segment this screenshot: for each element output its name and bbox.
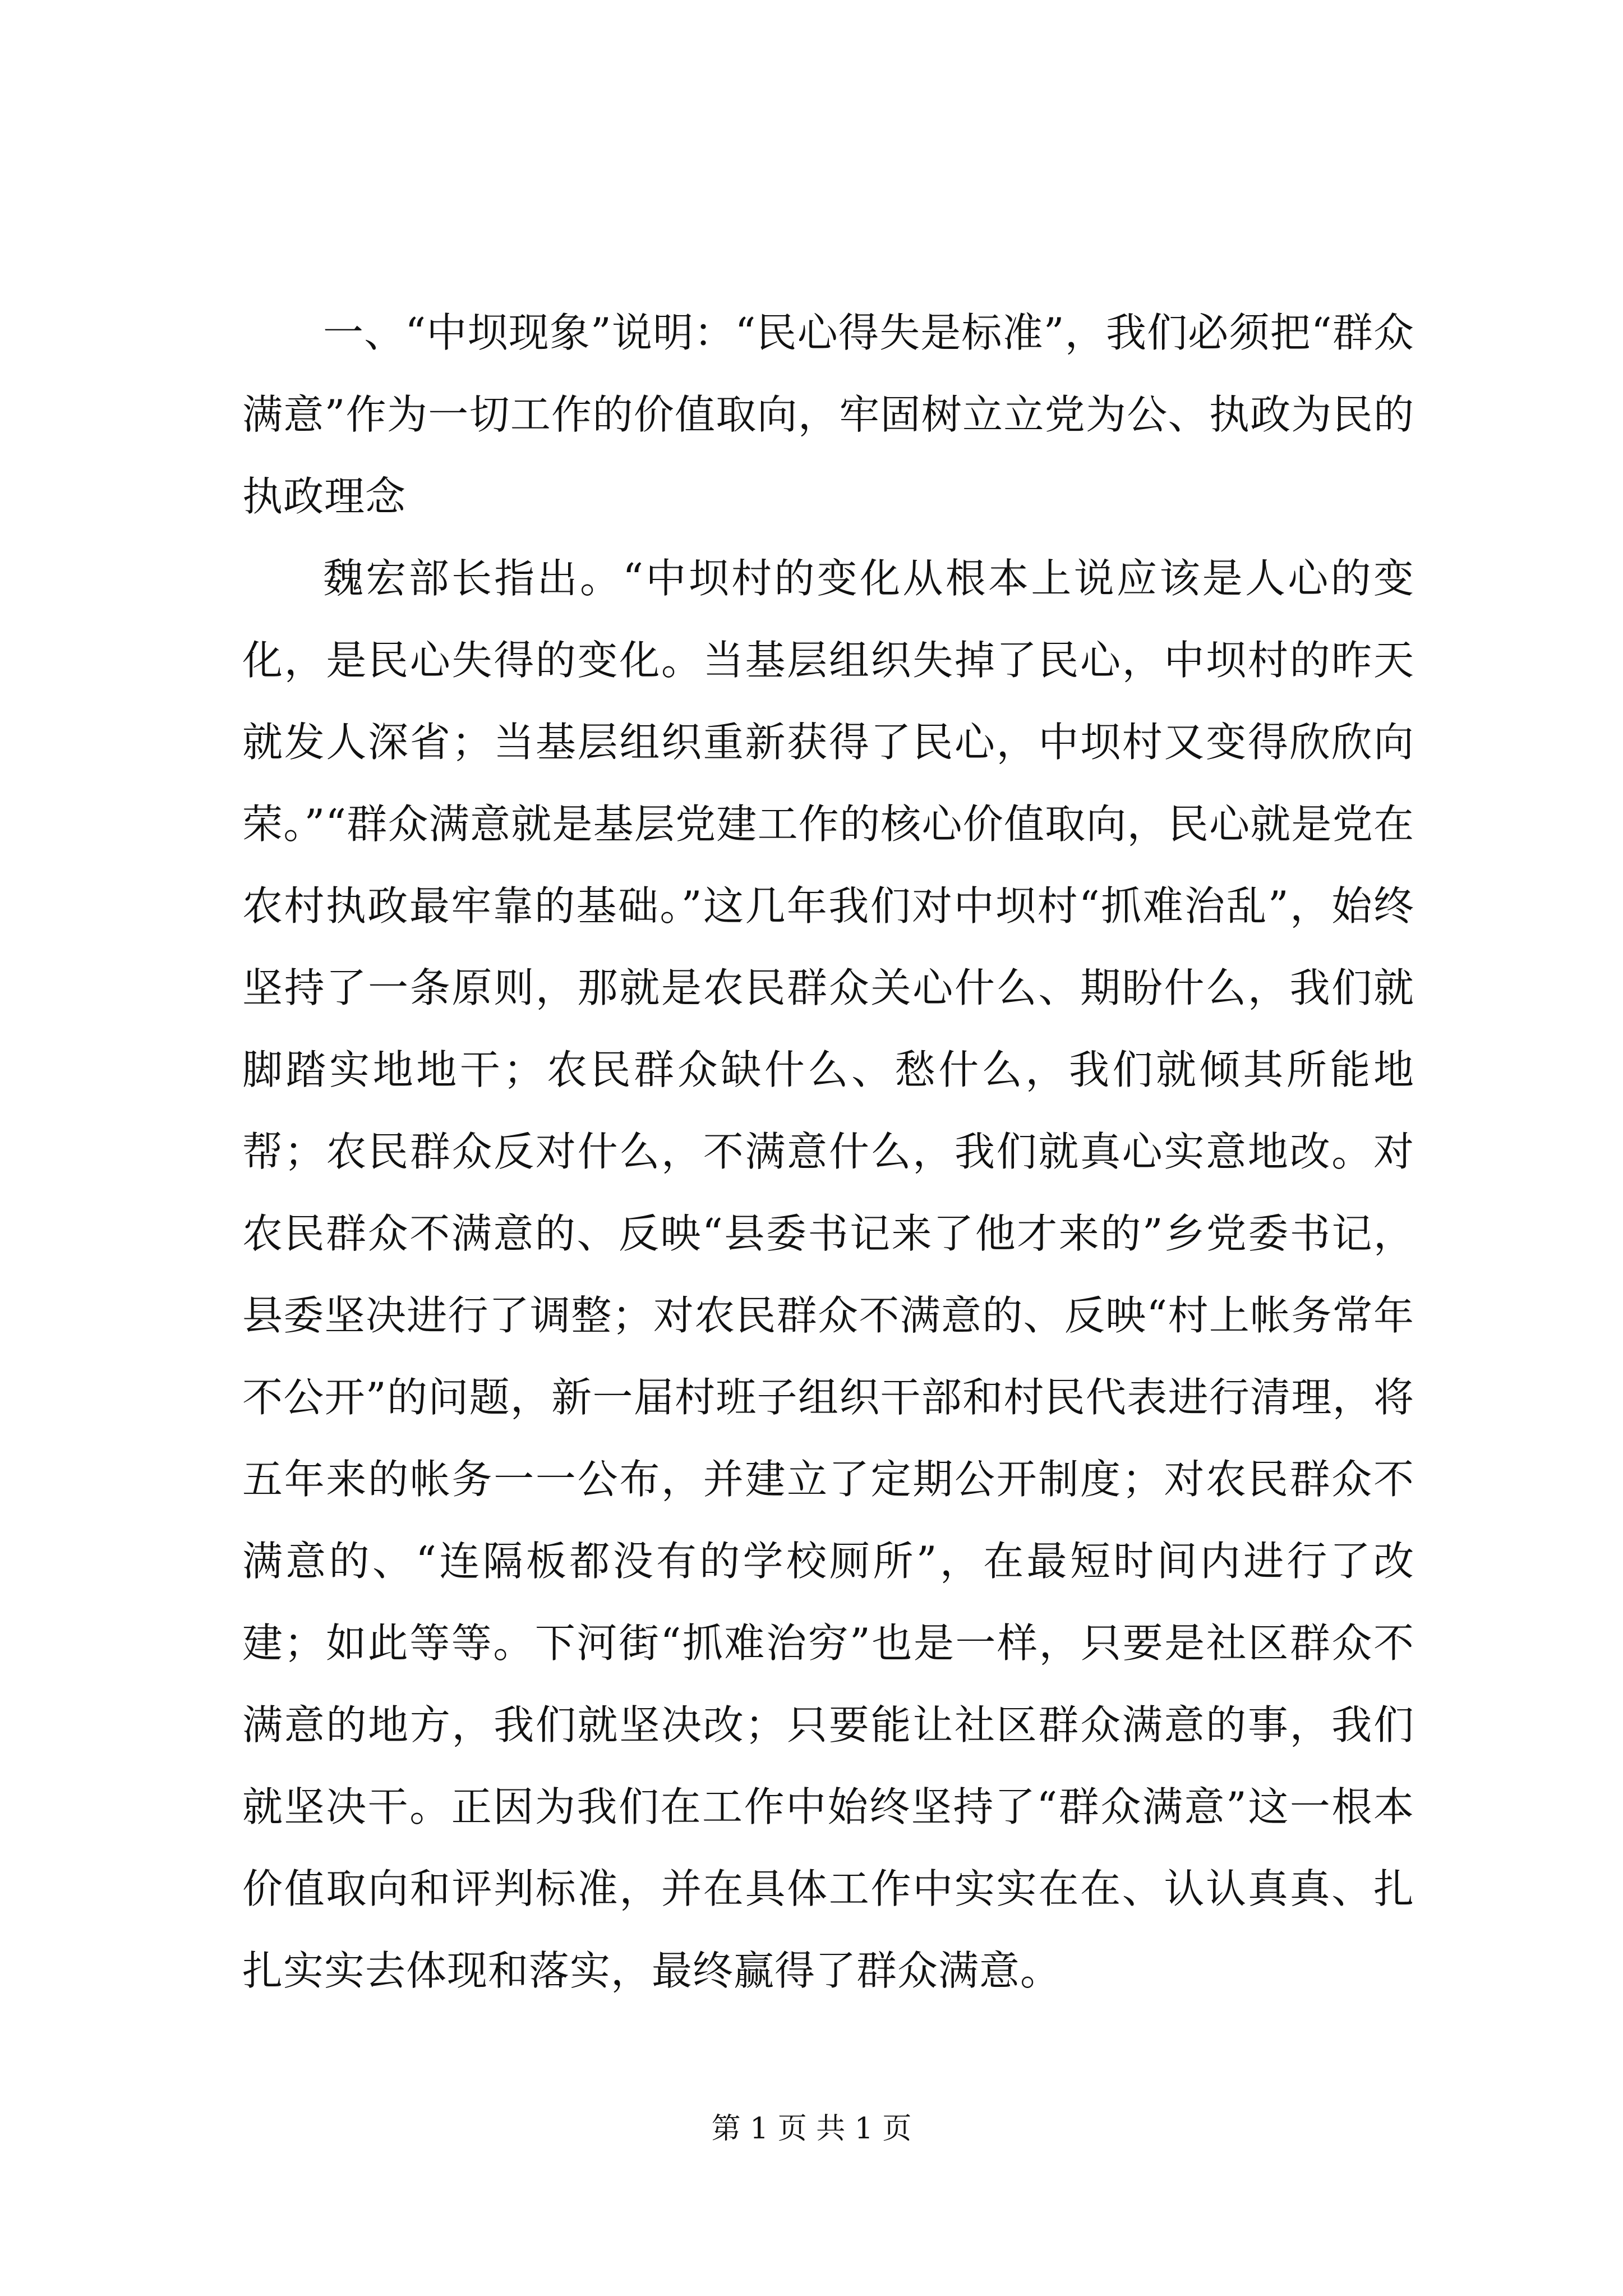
document-body [242,292,1414,2012]
page-footer: 第 1 页 共 1 页 [711,2112,912,2146]
heading-paragraph: 一、“中坝现象”说明：“民心得失是标准”，我们必须把“群众满意”作为一切工作的价值取向，牢固树立立党为公、执政为民的执政理念 [242,309,1414,520]
body-paragraph: 魏宏部长指出。“中坝村的变化从根本上说应该是人心的变化，是民心失得的变化。当基层组织失掉了民心，中坝村的昨天就发人深省；当基层组织重新获得了民心，中坝村又变得欣欣向荣。”“群众满意就是基层党建工作的核心价值取向，民心就是党在农村执政最牢靠的基础。”这几年我们对中坝村“抓难治乱”，始终坚持了一条原则，那就是农民群众关心什么、期盼什么，我们就脚踏实地地干；农民群众缺什么、愁什么，我们就倾其所能地帮；农民群众反对什么，不满意什么，我们就真心实意地改。对农民群众不满意的、反映“县委书记来了他才来的”乡党委书记，县委坚决进行了调整；对农民群众不满意的、反映“村上帐务常年不公开”的问题，新一届村班子组织干部和村民代表进行清理，将五年来的帐务一一公布，并建立了定期公开制度；对农民群众不满意的、“连隔板都没有的学校厕所”，在最短时间内进行了改建；如此等等。下河街“抓难治穷”也是一样，只要是社区群众不满意的地方，我们就坚决改；只要能让社区群众满意的事，我们就坚决干。正因为我们在工作中始终坚持了“群众满意”这一根本价值取向和评判标准，并在具体工作中实实在在、认认真真、扎扎实实去体现和落实，最终赢得了群众满意。 [242,555,1414,1994]
